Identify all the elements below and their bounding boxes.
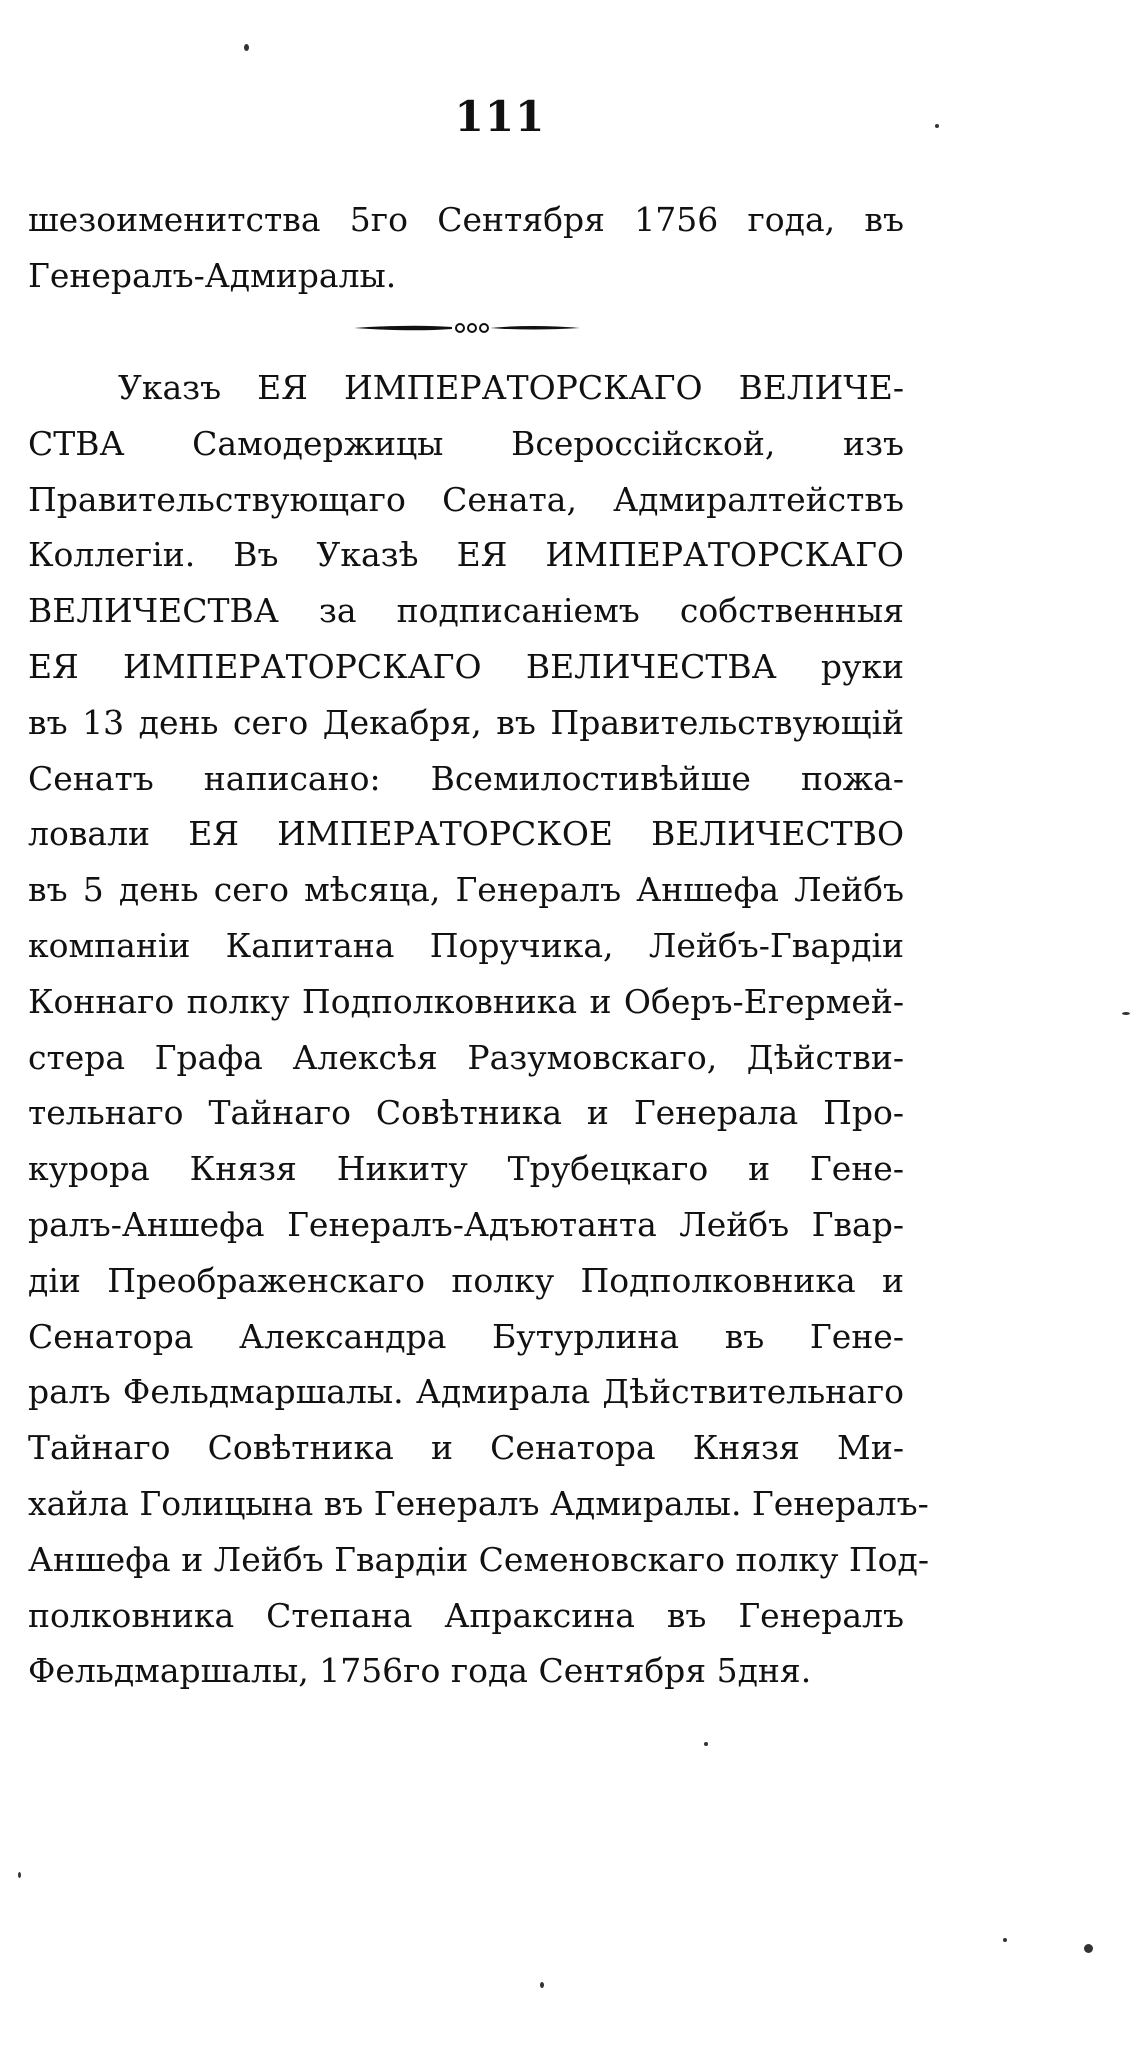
continuation-paragraph [28,192,904,304]
scan-speck [935,124,939,128]
text-line: Правительствующаго Сената, Адмиралтействъ [28,479,904,519]
text-line: курора Князя Никиту Трубецкаго и Гене- [28,1149,904,1189]
text-line: Тайнаго Совѣтника и Сенатора Князя Ми- [28,1428,904,1468]
text-line: Указъ ЕЯ ИМПЕРАТОРСКАГО ВЕЛИЧЕ- [118,368,904,407]
page-number: 111 [454,92,546,141]
scan-speck [18,1872,21,1878]
ornamental-divider [352,318,582,338]
text-line: компаніи Капитана Поручика, Лейбъ-Гвардіи [28,925,904,965]
scan-speck [244,44,249,51]
text-line: ЕЯ ИМПЕРАТОРСКАГО ВЕЛИЧЕСТВА руки [28,646,904,686]
text-line: ВЕЛИЧЕСТВА за подписаніемъ собственныя [28,591,904,631]
text-line: Генералъ-Адмиралы. [28,255,397,295]
text-line: Коллегіи. Въ Указѣ ЕЯ ИМПЕРАТОРСКАГО [28,535,904,575]
text-line: хайла Голицына въ Генералъ Адмиралы. Генералъ- [28,1483,929,1523]
text-line: стера Графа Алексѣя Разумовскаго, Дѣйстви- [28,1037,904,1077]
text-line: ловали ЕЯ ИМПЕРАТОРСКОЕ ВЕЛИЧЕСТВО [28,814,904,854]
text-line: ралъ Фельдмаршалы. Адмирала Дѣйствительнаго [28,1372,904,1412]
text-line: СТВА Самодержицы Всероссійской, изъ [28,423,904,463]
text-line: Коннаго полку Подполковника и Оберъ-Егермей- [28,981,904,1021]
text-line: шезоименитства 5го Сентября 1756 года, въ [28,200,904,239]
scan-speck [1122,1012,1130,1015]
decree-paragraph [28,360,929,1699]
text-line: Сенатора Александра Бутурлина въ Гене- [28,1316,904,1356]
text-line: въ 5 день сего мѣсяца, Генералъ Аншефа Лейбъ [28,870,904,910]
text-line: Сенатъ написано: Всемилостивѣйше пожа- [28,758,904,798]
text-line: Фельдмаршалы, 1756го года Сентября 5дня. [28,1651,812,1691]
text-line: діи Преображенскаго полку Подполковника и [28,1260,904,1300]
scan-speck [1003,1938,1007,1942]
scan-speck [1084,1944,1093,1953]
scan-speck [540,1982,544,1988]
text-line: тельнаго Тайнаго Совѣтника и Генерала Про- [28,1093,904,1133]
scan-speck [704,1742,708,1746]
text-line: Аншефа и Лейбъ Гвардіи Семеновскаго полку Под- [28,1539,929,1579]
text-line: полковника Степана Апраксина въ Генералъ [28,1595,904,1635]
text-line: въ 13 день сего Декабря, въ Правительствующій [28,702,904,742]
text-line: ралъ-Аншефа Генералъ-Адъютанта Лейбъ Гвар- [28,1204,904,1244]
